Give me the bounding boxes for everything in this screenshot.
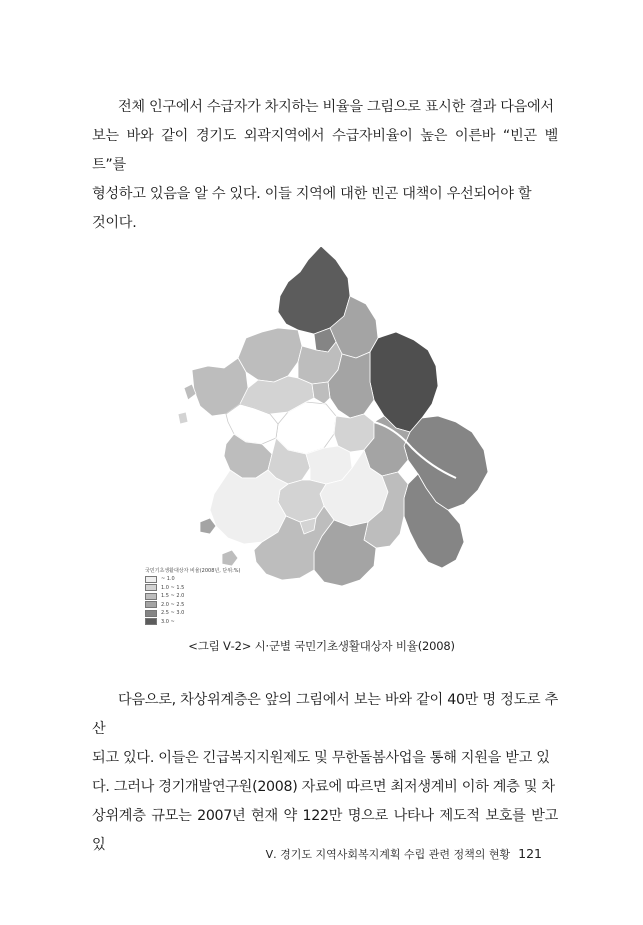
legend-item (145, 575, 240, 584)
map-legend (145, 567, 240, 626)
region-paju (238, 328, 302, 382)
legend-item (145, 584, 240, 593)
legend-item (145, 601, 240, 610)
legend-label: 2.5 ~ 3.0 (161, 610, 185, 617)
intro-line: 보는 바와 같이 경기도 외곽지역에서 수급자비율이 높은 이른바 “빈곤 벨트”를 (92, 128, 558, 173)
legend-swatch (145, 576, 157, 583)
intro-line: 전체 인구에서 수급자가 차지하는 비율을 그림으로 표시한 결과 다음에서 (118, 99, 554, 115)
legend-label: 3.0 ~ (161, 618, 175, 625)
legend-label: ~ 1.0 (161, 576, 175, 583)
body-line: 되고 있다. 이들은 긴급복지지원제도 및 무한돌봄사업을 통해 지원을 받고 있 (92, 750, 550, 766)
body-line: 다음으로, 차상위계층은 앞의 그림에서 보는 바와 같이 40만 명 정도로 추산 (92, 692, 558, 737)
legend-swatch (145, 610, 157, 617)
legend-item (145, 609, 240, 618)
legend-swatch (145, 584, 157, 591)
legend-swatch (145, 593, 157, 600)
figure-caption: <그림 Ⅴ-2> 시·군별 국민기초생활대상자 비율(2008) (188, 639, 455, 653)
legend-label: 2.0 ~ 2.5 (161, 601, 185, 608)
legend-swatch (145, 601, 157, 608)
legend-label: 1.0 ~ 1.5 (161, 584, 185, 591)
page-number: 121 (518, 846, 542, 861)
legend-title: 국민기초생활대상자 비율(2008년, 단위:%) (145, 568, 241, 574)
region-island-b (222, 550, 238, 566)
region-island-d (178, 412, 188, 424)
legend-item (145, 592, 240, 601)
intro-line: 것이다. (92, 215, 137, 231)
page-footer (266, 846, 542, 862)
intro-paragraph (92, 93, 558, 238)
legend-swatch (145, 618, 157, 625)
body-line: 상위계층 규모는 2007년 현재 약 122만 명으로 나타나 제도적 보호를 받고 있 (92, 808, 558, 853)
intro-line: 형성하고 있음을 알 수 있다. 이들 지역에 대한 빈곤 대책이 우선되어야 할 (92, 186, 532, 202)
legend-item (145, 618, 240, 627)
legend-label: 1.5 ~ 2.0 (161, 593, 185, 600)
footer-chapter: Ⅴ. 경기도 지역사회복지계획 수립 관련 정책의 현황 (265, 848, 511, 861)
body-line: 다. 그러나 경기개발연구원(2008) 자료에 따르면 최저생계비 이하 계층 및 차 (92, 779, 555, 795)
body-paragraph (92, 686, 558, 860)
region-uijeongbu (312, 382, 330, 404)
